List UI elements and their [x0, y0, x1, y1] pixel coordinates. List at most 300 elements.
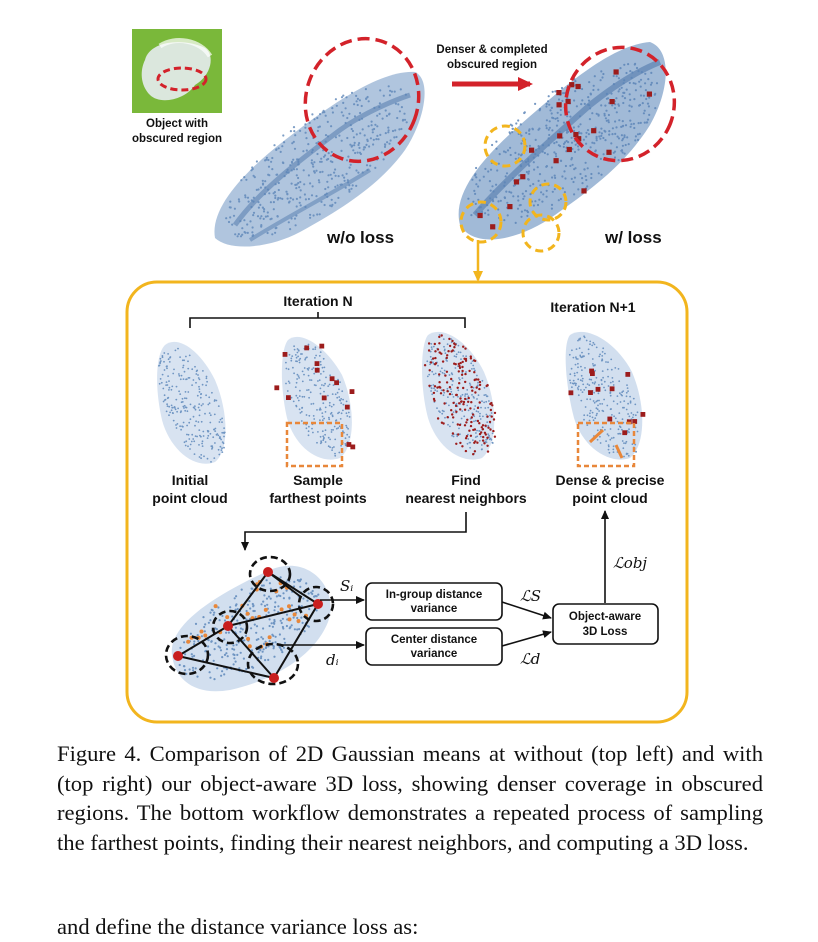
cloud-point	[293, 130, 295, 132]
cloud-point	[217, 606, 219, 608]
cloud-point	[325, 141, 327, 143]
cloud-point	[198, 403, 200, 405]
cloud-point	[179, 664, 181, 666]
cloud-point	[160, 378, 162, 380]
cloud-point	[477, 382, 479, 384]
cloud-point	[479, 430, 481, 432]
cloud-point	[278, 147, 280, 149]
cloud-point	[305, 137, 307, 139]
cloud-point	[588, 133, 590, 135]
cloud-point	[348, 412, 350, 414]
cloud-point	[280, 607, 284, 611]
cloud-point	[209, 619, 211, 621]
cloud-point	[223, 447, 225, 449]
cloud-point	[269, 582, 271, 584]
cloud-point	[580, 400, 582, 402]
cloud-point	[262, 180, 264, 182]
cloud-point	[479, 384, 481, 386]
cloud-point	[369, 165, 371, 167]
cloud-point	[596, 387, 601, 392]
cloud-point	[324, 154, 326, 156]
cloud-point	[515, 122, 517, 124]
cloud-point	[178, 390, 180, 392]
cloud-point	[447, 396, 449, 398]
cloud-point	[628, 143, 630, 145]
panel-4-label-line2: point cloud	[572, 490, 648, 506]
cloud-point	[453, 411, 455, 413]
cloud-point	[576, 372, 578, 374]
cloud-point	[446, 354, 448, 356]
cloud-point	[592, 412, 594, 414]
cloud-point	[430, 390, 432, 392]
cloud-point	[347, 156, 349, 158]
cloud-point	[342, 410, 344, 412]
cloud-point	[160, 360, 162, 362]
cloud-point	[315, 368, 320, 373]
cloud-point	[377, 138, 379, 140]
cloud-point	[199, 435, 201, 437]
cloud-point	[554, 158, 559, 163]
cloud-point	[612, 377, 614, 379]
cloud-point	[580, 379, 582, 381]
cloud-point	[315, 142, 317, 144]
cloud-point	[342, 399, 344, 401]
cloud-point	[334, 455, 336, 457]
cloud-point	[319, 171, 321, 173]
cloud-point	[256, 160, 258, 162]
cloud-point	[514, 179, 519, 184]
cloud-point	[316, 442, 318, 444]
cloud-point	[581, 352, 583, 354]
cloud-point	[457, 433, 459, 435]
cloud-point	[293, 401, 295, 403]
cloud-point	[462, 403, 464, 405]
cloud-point	[625, 372, 630, 377]
cloud-point	[611, 414, 613, 416]
cloud-point	[234, 233, 236, 235]
cloud-point	[359, 112, 361, 114]
cloud-point	[589, 118, 591, 120]
cloud-point	[601, 358, 603, 360]
next-body-line: and define the distance variance loss as:	[57, 914, 419, 939]
cloud-point	[558, 98, 560, 100]
cloud-point	[487, 209, 489, 211]
cloud-point	[628, 110, 630, 112]
cloud-point	[198, 407, 200, 409]
cloud-point	[602, 426, 604, 428]
cloud-point	[629, 120, 631, 122]
cloud-point	[361, 105, 363, 107]
cloud-point	[279, 633, 281, 635]
cloud-point	[296, 357, 298, 359]
cloud-point	[640, 122, 642, 124]
cloud-point	[428, 349, 430, 351]
cloud-point	[300, 189, 302, 191]
cloud-point	[520, 142, 522, 144]
cloud-point	[533, 157, 535, 159]
cloud-point	[296, 361, 298, 363]
cloud-point	[492, 190, 494, 192]
cloud-point	[572, 383, 574, 385]
cloud-point	[187, 368, 189, 370]
cloud-point	[545, 105, 547, 107]
cloud-point	[483, 176, 485, 178]
cloud-point	[438, 373, 440, 375]
cloud-point	[338, 396, 340, 398]
cloud-point	[426, 360, 428, 362]
cloud-point	[625, 144, 627, 146]
panel-dense-precise	[566, 332, 646, 466]
cloud-point	[569, 165, 571, 167]
cloud-point	[172, 373, 174, 375]
cloud-point	[269, 618, 271, 620]
cloud-point	[350, 445, 355, 450]
cloud-point	[573, 193, 575, 195]
cloud-point	[332, 414, 334, 416]
symbol-l-s: ℒS	[520, 587, 542, 605]
panel-4-label-line1: Dense & precise	[555, 472, 665, 488]
cloud-point	[604, 381, 606, 383]
cloud-point	[178, 373, 180, 375]
cloud-point	[644, 82, 646, 84]
cloud-point	[482, 416, 484, 418]
cloud-point	[466, 389, 468, 391]
cloud-point	[515, 222, 517, 224]
cloud-point	[618, 412, 620, 414]
cloud-point	[347, 181, 349, 183]
cloud-point	[628, 105, 630, 107]
cloud-point	[328, 418, 330, 420]
cloud-point	[600, 128, 602, 130]
cloud-point	[178, 375, 180, 377]
cloud-point	[491, 439, 493, 441]
cloud-point	[589, 107, 591, 109]
cloud-point	[252, 226, 254, 228]
cloud-point	[343, 177, 345, 179]
cloud-point	[199, 456, 201, 458]
cloud-point	[472, 453, 474, 455]
cloud-point	[577, 366, 579, 368]
cloud-point	[618, 119, 620, 121]
cloud-point	[442, 422, 444, 424]
cloud-point	[623, 442, 625, 444]
cloud-point	[300, 617, 302, 619]
cloud-point	[469, 447, 471, 449]
cloud-point	[447, 343, 449, 345]
cloud-point	[312, 163, 314, 165]
cloud-point	[311, 113, 313, 115]
cloud-point	[440, 392, 442, 394]
panel-initial-point-cloud	[157, 342, 226, 464]
cloud-point	[296, 378, 298, 380]
cloud-point	[357, 104, 359, 106]
cloud-point	[175, 424, 177, 426]
cloud-point	[287, 604, 291, 608]
iteration-n-label: Iteration N	[283, 293, 353, 309]
cloud-point	[376, 135, 378, 137]
cloud-point	[627, 413, 629, 415]
cloud-point	[590, 410, 592, 412]
cloud-point	[243, 219, 245, 221]
cloud-point	[229, 216, 231, 218]
cloud-point	[563, 122, 565, 124]
cloud-point	[612, 449, 614, 451]
cloud-point	[264, 180, 266, 182]
cloud-point	[371, 124, 373, 126]
cloud-point	[262, 638, 264, 640]
cloud-point	[563, 143, 565, 145]
cloud-point	[475, 176, 477, 178]
cloud-point	[458, 351, 460, 353]
cloud-point	[225, 652, 227, 654]
cloud-point	[554, 175, 556, 177]
cloud-point	[306, 427, 308, 429]
cloud-point	[466, 393, 468, 395]
cloud-point	[484, 425, 486, 427]
cloud-point	[593, 400, 595, 402]
cloud-point	[626, 392, 628, 394]
cloud-point	[271, 168, 273, 170]
cloud-point	[470, 435, 472, 437]
cloud-point	[439, 334, 441, 336]
cloud-point	[302, 622, 304, 624]
cloud-point	[289, 626, 291, 628]
cloud-point	[450, 391, 452, 393]
cloud-point	[476, 375, 478, 377]
cloud-point	[209, 612, 211, 614]
cloud-point	[228, 221, 230, 223]
cloud-point	[466, 405, 468, 407]
cloud-point	[469, 407, 471, 409]
cloud-point	[587, 414, 589, 416]
cloud-point	[589, 398, 591, 400]
cloud-point	[279, 197, 281, 199]
cloud-point	[585, 406, 587, 408]
cloud-point	[479, 381, 481, 383]
cloud-point	[553, 142, 555, 144]
cloud-point	[406, 121, 408, 123]
cloud-point	[559, 145, 561, 147]
cloud-point	[630, 126, 632, 128]
cloud-point	[452, 380, 454, 382]
cloud-point	[381, 151, 383, 153]
cloud-point	[627, 390, 629, 392]
cloud-point	[221, 451, 223, 453]
cloud-point	[403, 113, 405, 115]
cloud-point	[297, 619, 301, 623]
cloud-point	[319, 379, 321, 381]
cloud-point	[332, 429, 334, 431]
cloud-point	[643, 112, 645, 114]
cloud-point	[200, 393, 202, 395]
cloud-point	[219, 647, 221, 649]
cloud-point	[250, 627, 252, 629]
cloud-point	[300, 204, 302, 206]
point-cloud-without-loss	[214, 72, 424, 247]
cloud-point	[574, 80, 576, 82]
cloud-point	[185, 445, 187, 447]
cloud-point	[538, 147, 540, 149]
cloud-point	[291, 183, 293, 185]
cloud-point	[573, 168, 575, 170]
cloud-point	[239, 631, 241, 633]
cloud-point	[492, 199, 494, 201]
cloud-point	[631, 412, 633, 414]
cloud-point	[457, 387, 459, 389]
cloud-point	[551, 176, 553, 178]
cloud-point	[275, 636, 277, 638]
cloud-point	[484, 387, 486, 389]
cloud-point	[340, 402, 342, 404]
cloud-point	[180, 429, 182, 431]
cloud-point	[539, 108, 541, 110]
cloud-point	[585, 143, 587, 145]
cloud-point	[193, 640, 195, 642]
cloud-point	[172, 412, 174, 414]
box-loss-line2: 3D Loss	[582, 626, 628, 638]
cloud-point	[473, 190, 475, 192]
cloud-point	[286, 625, 288, 627]
cloud-point	[447, 416, 449, 418]
cloud-point	[571, 386, 573, 388]
cloud-point	[471, 416, 473, 418]
cloud-point	[627, 387, 629, 389]
cloud-point	[618, 77, 620, 79]
cloud-point	[575, 364, 577, 366]
cloud-point	[293, 168, 295, 170]
cloud-point	[169, 412, 171, 414]
cloud-point	[573, 357, 575, 359]
cloud-point	[223, 673, 225, 675]
cloud-point	[542, 193, 544, 195]
cloud-point	[326, 181, 328, 183]
cloud-point	[527, 211, 529, 213]
cloud-point	[571, 349, 573, 351]
cloud-point	[166, 381, 168, 383]
cloud-point	[464, 398, 466, 400]
cloud-point	[592, 89, 594, 91]
cloud-point	[587, 129, 589, 131]
cloud-point	[311, 194, 313, 196]
cloud-point	[490, 402, 492, 404]
cloud-point	[633, 123, 635, 125]
cloud-point	[346, 412, 348, 414]
cloud-point	[300, 412, 302, 414]
cloud-point	[368, 145, 370, 147]
cloud-point	[590, 93, 592, 95]
cloud-point	[621, 391, 623, 393]
cloud-point	[304, 367, 306, 369]
cloud-point	[635, 89, 637, 91]
cloud-point	[551, 112, 553, 114]
cloud-point	[296, 174, 298, 176]
cloud-point	[510, 154, 512, 156]
cloud-point	[592, 358, 594, 360]
cloud-point	[251, 588, 253, 590]
cloud-point	[345, 405, 350, 410]
cloud-point	[171, 407, 173, 409]
cloud-point	[295, 187, 297, 189]
cloud-point	[400, 128, 402, 130]
cloud-point	[611, 369, 613, 371]
cloud-point	[168, 380, 170, 382]
cloud-point	[444, 373, 446, 375]
cloud-point	[292, 367, 294, 369]
cloud-point	[572, 181, 574, 183]
cloud-point	[197, 640, 199, 642]
cloud-point	[247, 197, 249, 199]
cloud-point	[325, 134, 327, 136]
cloud-point	[296, 168, 298, 170]
cloud-point	[471, 390, 473, 392]
cloud-point	[266, 157, 268, 159]
cloud-point	[184, 669, 186, 671]
cloud-point	[560, 109, 562, 111]
cloud-point	[345, 187, 347, 189]
cloud-point	[191, 368, 193, 370]
cloud-point	[564, 191, 566, 193]
cloud-point	[211, 609, 213, 611]
cloud-point	[325, 429, 327, 431]
cloud-point	[334, 202, 336, 204]
cloud-point	[453, 436, 455, 438]
cloud-point	[361, 118, 363, 120]
cloud-point	[505, 175, 507, 177]
cloud-point	[322, 402, 324, 404]
panel-nearest-neighbors	[422, 332, 496, 460]
cloud-point	[569, 373, 571, 375]
cloud-point	[562, 187, 564, 189]
cloud-point	[592, 363, 594, 365]
cloud-point	[499, 153, 501, 155]
cloud-point	[289, 201, 291, 203]
cloud-point	[434, 389, 436, 391]
cloud-point	[311, 368, 313, 370]
cloud-point	[359, 99, 361, 101]
cloud-point	[387, 131, 389, 133]
cloud-point	[554, 188, 556, 190]
cloud-point	[164, 394, 166, 396]
cloud-point	[647, 78, 649, 80]
cloud-point	[245, 179, 247, 181]
cloud-point	[589, 420, 591, 422]
cloud-point	[221, 670, 223, 672]
cloud-point	[324, 367, 326, 369]
cloud-point	[638, 81, 640, 83]
cloud-point	[328, 152, 330, 154]
cloud-point	[601, 132, 603, 134]
cloud-point	[431, 388, 433, 390]
cloud-point	[277, 198, 279, 200]
cloud-point	[581, 369, 583, 371]
cloud-point	[267, 215, 269, 217]
cloud-point	[545, 125, 547, 127]
cloud-point	[304, 346, 309, 351]
cloud-point	[308, 367, 310, 369]
cloud-point	[320, 201, 322, 203]
cloud-point	[270, 588, 272, 590]
cloud-point	[308, 389, 310, 391]
cloud-point	[537, 166, 539, 168]
cloud-point	[182, 426, 184, 428]
cloud-point	[606, 98, 608, 100]
cloud-point	[182, 367, 184, 369]
cloud-point	[590, 371, 595, 376]
cloud-point	[591, 345, 593, 347]
cloud-point	[348, 436, 350, 438]
cloud-point	[254, 624, 256, 626]
cloud-point	[625, 72, 627, 74]
